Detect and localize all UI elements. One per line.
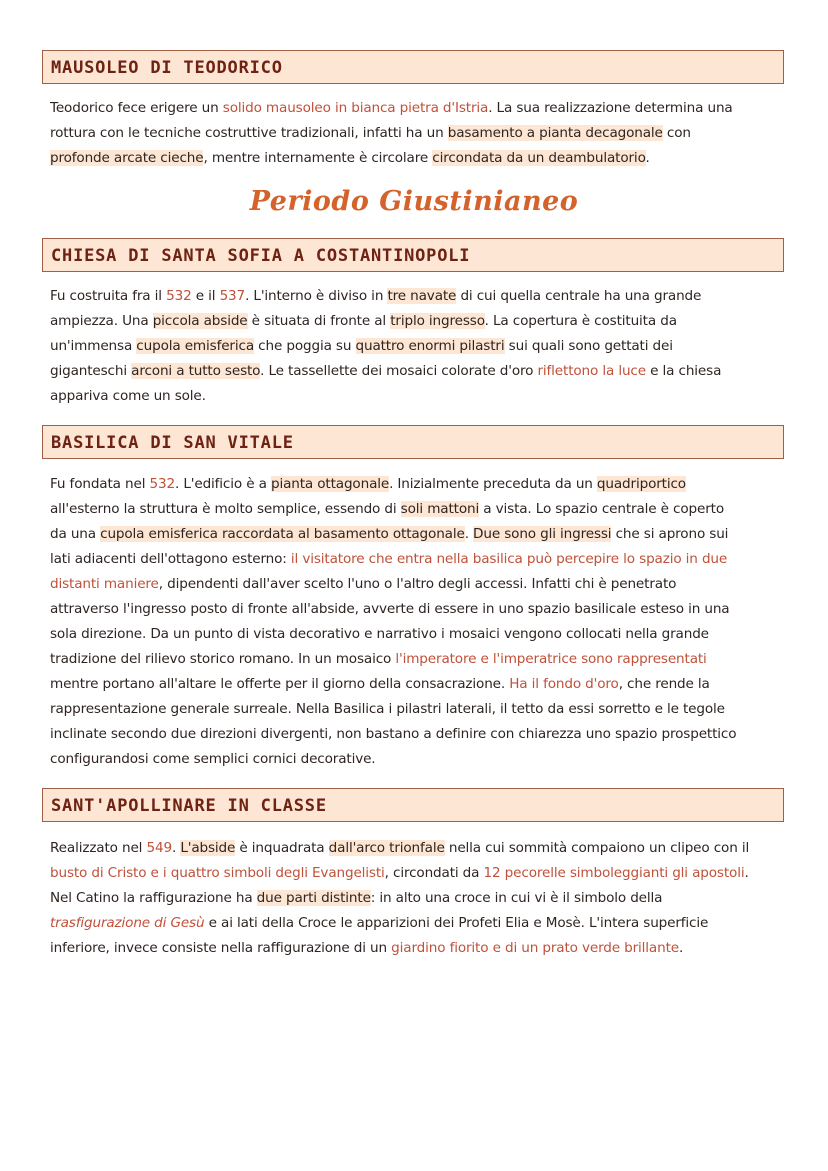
emphasis-text: l'imperatore e l'imperatrice sono rappresentati — [395, 651, 707, 667]
highlighted-text: profonde arcate cieche — [50, 150, 204, 166]
text-run: , mentre internamente è circolare — [203, 150, 433, 166]
text-run: è situata di fronte al — [247, 313, 391, 329]
highlighted-text: triplo ingresso — [390, 313, 485, 329]
text-run: . La copertura è costituita da — [484, 313, 677, 329]
text-run: da una — [50, 526, 101, 542]
text-run: configurandosi come semplici cornici decorative. — [50, 751, 376, 767]
text-run: inferiore, invece consiste nella raffigurazione di un — [50, 940, 392, 956]
text-line — [50, 121, 780, 146]
emphasis-text: giardino fiorito e di un prato verde brillante — [391, 940, 679, 956]
text-run: di cui quella centrale ha una grande — [456, 288, 702, 304]
emphasis-text: 532 — [149, 476, 175, 492]
text-line — [50, 747, 780, 772]
emphasis-text: solido mausoleo in bianca pietra d'Istria — [222, 100, 489, 116]
text-run: rottura con le tecniche costruttive tradizionali, infatti ha un — [50, 125, 448, 141]
text-run: , dipendenti dall'aver scelto l'uno o l'altro degli accessi. Infatti chi è penetrato — [158, 576, 677, 592]
text-run: mentre portano all'altare le offerte per il giorno della consacrazione. — [50, 676, 510, 692]
text-run: . — [678, 940, 684, 956]
text-run: rappresentazione generale surreale. Nella Basilica i pilastri laterali, il tetto da essi sorretto e le tegole — [50, 701, 725, 717]
text-line — [50, 96, 780, 121]
text-line — [50, 572, 780, 597]
text-line — [50, 861, 780, 886]
text-run: Fu costruita fra il — [50, 288, 167, 304]
text-run: . — [171, 840, 181, 856]
text-run: ampiezza. Una — [50, 313, 153, 329]
emphasis-text: 532 — [166, 288, 192, 304]
text-line — [50, 647, 780, 672]
text-line — [50, 359, 780, 384]
highlighted-text: L'abside — [180, 840, 236, 856]
text-run: con — [662, 125, 691, 141]
text-line — [50, 309, 780, 334]
text-run: tradizione del rilievo storico romano. In un mosaico — [50, 651, 396, 667]
highlighted-text: quadriportico — [596, 476, 686, 492]
text-run: , che rende la — [618, 676, 710, 692]
section-title: BASILICA DI SAN VITALE — [51, 433, 294, 453]
highlighted-text: piccola abside — [152, 313, 248, 329]
text-run: . Inizialmente preceduta da un — [389, 476, 597, 492]
paragraph-san-vitale — [50, 472, 780, 772]
emphasis-text: riflettono la luce — [537, 363, 646, 379]
text-line — [50, 597, 780, 622]
highlighted-text: tre navate — [387, 288, 457, 304]
highlighted-text: arconi a tutto sesto — [131, 363, 261, 379]
emphasis-text: Ha il fondo d'oro — [509, 676, 619, 692]
text-run: . Le tassellette dei mosaici colorate d'oro — [260, 363, 538, 379]
highlighted-text: soli mattoni — [400, 501, 480, 517]
highlighted-text: circondata da un deambulatorio — [432, 150, 646, 166]
text-line — [50, 672, 780, 697]
highlighted-text: pianta ottagonale — [270, 476, 390, 492]
text-line — [50, 697, 780, 722]
text-line — [50, 497, 780, 522]
text-run: e la chiesa — [645, 363, 722, 379]
text-run: . — [645, 150, 650, 166]
text-line — [50, 472, 780, 497]
section-header-mausoleo — [42, 50, 784, 84]
text-run: a vista. Lo spazio centrale è coperto — [479, 501, 725, 517]
text-run: sui quali sono gettati dei — [504, 338, 673, 354]
text-line — [50, 622, 780, 647]
section-header-sant-apollinare — [42, 788, 784, 822]
highlighted-text: due parti distinte — [256, 890, 371, 906]
emphasis-text: trasfigurazione di Gesù — [50, 915, 205, 931]
highlighted-text: Due sono gli ingressi — [473, 526, 612, 542]
text-line — [50, 836, 780, 861]
section-title: MAUSOLEO DI TEODORICO — [51, 58, 283, 78]
text-line — [50, 146, 780, 171]
text-run: sola direzione. Da un punto di vista decorativo e narrativo i mosaici vengono collocati nella grande — [50, 626, 709, 642]
highlighted-text: basamento a pianta decagonale — [447, 125, 663, 141]
emphasis-text: 549 — [146, 840, 172, 856]
text-run: . L'interno è diviso in — [245, 288, 388, 304]
text-run: . La sua realizzazione determina una — [488, 100, 733, 116]
text-run: che si aprono sui — [611, 526, 729, 542]
text-run: Fu fondata nel — [50, 476, 150, 492]
paragraph-santa-sofia — [50, 284, 780, 409]
text-line — [50, 547, 780, 572]
text-run: un'immensa — [50, 338, 137, 354]
text-line — [50, 936, 780, 961]
text-run: che poggia su — [254, 338, 356, 354]
text-run: e ai lati della Croce le apparizioni dei Profeti Elia e Mosè. L'intera superficie — [204, 915, 709, 931]
text-run: Nel Catino la raffigurazione ha — [50, 890, 257, 906]
section-header-santa-sofia — [42, 238, 784, 272]
text-run: è inquadrata — [235, 840, 329, 856]
paragraph-sant-apollinare — [50, 836, 780, 961]
emphasis-text: distanti maniere — [50, 576, 159, 592]
highlighted-text: dall'arco trionfale — [328, 840, 445, 856]
highlighted-text: cupola emisferica raccordata al basamento ottagonale — [100, 526, 465, 542]
section-header-san-vitale — [42, 425, 784, 459]
text-run: giganteschi — [50, 363, 132, 379]
paragraph-mausoleo — [50, 96, 780, 171]
emphasis-text: il visitatore che entra nella basilica può percepire lo spazio in due — [290, 551, 728, 567]
highlighted-text: quattro enormi pilastri — [355, 338, 505, 354]
emphasis-text: busto di Cristo e i quattro simboli degli Evangelisti — [50, 865, 385, 881]
period-title: Periodo Giustinianeo — [249, 186, 579, 217]
text-run: appariva come un sole. — [50, 388, 206, 404]
emphasis-text: 537 — [219, 288, 246, 304]
text-line — [50, 722, 780, 747]
text-line — [50, 384, 780, 409]
text-run: attraverso l'ingresso posto di fronte all'abside, avverte di essere in uno spazio basilicale esteso in una — [50, 601, 730, 617]
text-run: all'esterno la struttura è molto semplice, essendo di — [50, 501, 401, 517]
section-title: CHIESA DI SANTA SOFIA A COSTANTINOPOLI — [51, 246, 471, 266]
highlighted-text: cupola emisferica — [136, 338, 254, 354]
text-line — [50, 886, 780, 911]
text-run: lati adiacenti dell'ottagono esterno: — [50, 551, 291, 567]
section-title: SANT'APOLLINARE IN CLASSE — [51, 796, 327, 816]
text-line — [50, 522, 780, 547]
text-run: nella cui sommità compaiono un clipeo con il — [444, 840, 750, 856]
text-run: : in alto una croce in cui vi è il simbolo della — [370, 890, 663, 906]
text-line — [50, 334, 780, 359]
text-run: , circondati da — [384, 865, 484, 881]
emphasis-text: 12 pecorelle simboleggianti gli apostoli — [483, 865, 745, 881]
text-run: Teodorico fece erigere un — [50, 100, 223, 116]
text-line — [50, 284, 780, 309]
text-line — [50, 911, 780, 936]
text-run: inclinate secondo due direzioni divergenti, non bastano a definire con chiarezza uno spazio prospettico — [50, 726, 737, 742]
text-run: . — [744, 865, 749, 881]
text-run: Realizzato nel — [50, 840, 147, 856]
text-run: . L'edificio è a — [175, 476, 271, 492]
text-run: . — [464, 526, 474, 542]
text-run: e il — [191, 288, 220, 304]
